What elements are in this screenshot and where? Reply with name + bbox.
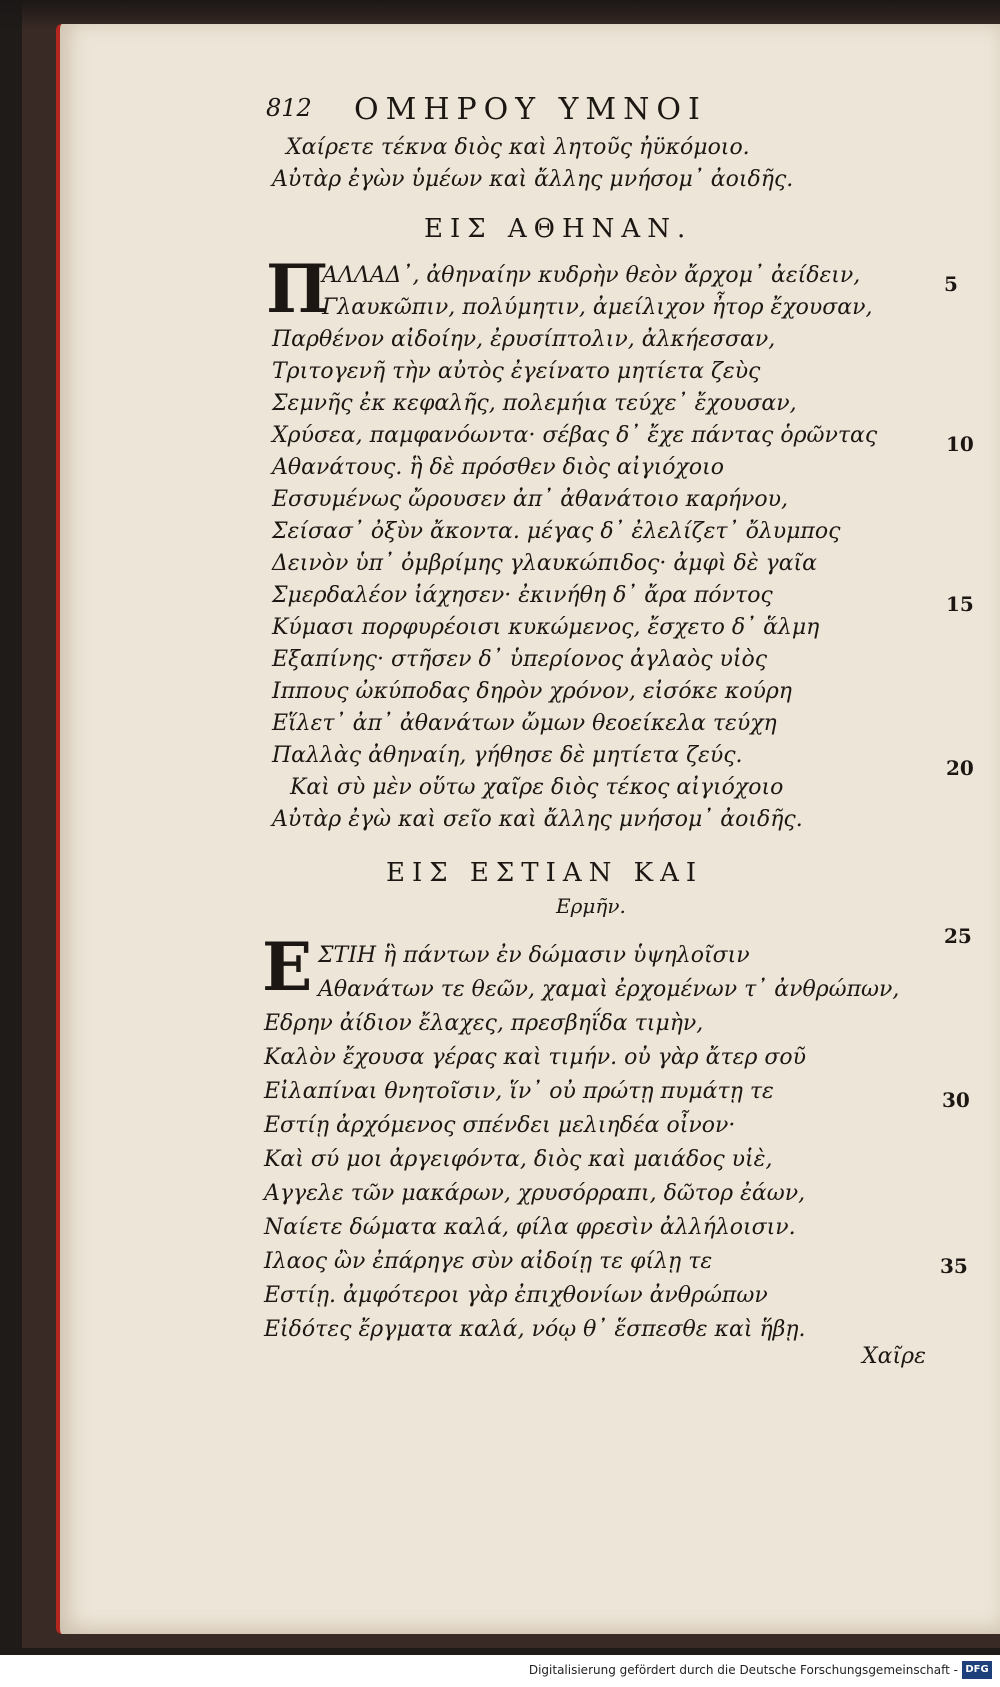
verse-line: Αθανάτους. ἣ δὲ πρόσθεν διὸς αἰγιόχοιο xyxy=(272,455,724,480)
verse-line: Καὶ σὺ μὲν οὕτω χαῖρε διὸς τέκος αἰγιόχοιο xyxy=(290,775,784,800)
verse-line: Ιλαος ὢν ἐπάρηγε σὺν αἰδοίῃ τε φίλῃ τε xyxy=(264,1249,713,1274)
verse-line: Παρθένον αἰδοίην, ἐρυσίπτολιν, ἀλκήεσσαν, xyxy=(272,327,776,352)
verse-line: Εἵλετ᾽ ἀπ᾽ ἀθανάτων ὤμων θεοείκελα τεύχη xyxy=(272,711,777,736)
verse-line: Αὐτὰρ ἐγὼ καὶ σεῖο καὶ ἄλλης μνήσομ᾽ ἀοιδῆς. xyxy=(272,807,803,832)
verse-line: Σεμνῆς ἐκ κεφαλῆς, πολεμήια τεύχε᾽ ἔχουσαν, xyxy=(272,391,797,416)
verse-line: Δεινὸν ὑπ᾽ ὀμβρίμης γλαυκώπιδος· ἀμφὶ δὲ γαῖα xyxy=(272,551,818,576)
verse-line: Αγγελε τῶν μακάρων, χρυσόρραπι, δῶτορ ἐάων, xyxy=(264,1181,806,1206)
footer-bar xyxy=(0,1655,1000,1687)
intro-line: Αὐτὰρ ἐγὼν ὑμέων καὶ ἄλλης μνήσομ᾽ ἀοιδῆς. xyxy=(272,167,794,192)
section-subtitle-hestia: Ερμῆν. xyxy=(556,894,626,918)
verse-line: Εξαπίνης· στῆσεν δ᾽ ὑπερίονος ἀγλαὸς υἱὸς xyxy=(272,647,768,672)
catchword: Χαῖρε xyxy=(862,1344,926,1369)
verse-line: Εσσυμένως ὤρουσεν ἀπ᾽ ἀθανάτοιο καρήνου, xyxy=(272,487,789,512)
margin-line-number: 25 xyxy=(944,924,972,948)
verse-line: ΣΤΙΗ ἣ πάντων ἐν δώμασιν ὑψηλοῖσιν xyxy=(318,943,750,968)
footer-credit: Digitalisierung gefördert durch die Deutsche Forschungsgemeinschaft - xyxy=(528,1663,958,1677)
section-title-hestia: ΕΙΣ ΕΣΤΙΑΝ ΚΑΙ xyxy=(386,858,704,888)
verse-line: Ιππους ὠκύποδας δηρὸν χρόνον, εἰσόκε κούρη xyxy=(272,679,792,704)
dfg-logo: DFG xyxy=(962,1661,992,1679)
margin-line-number: 35 xyxy=(940,1254,968,1278)
dropcap-athena: Π xyxy=(266,250,329,328)
verse-line: Εἰδότες ἔργματα καλά, νόῳ θ᾽ ἕσπεσθε καὶ ἥβῃ. xyxy=(264,1317,806,1342)
margin-line-number: 15 xyxy=(946,592,974,616)
verse-line: Σείσασ᾽ ὀξὺν ἄκοντα. μέγας δ᾽ ἐλελίζετ᾽ ὄλυμπος xyxy=(272,519,841,544)
verse-line: Τριτογενῆ τὴν αὐτὸς ἐγείνατο μητίετα ζεὺς xyxy=(272,359,761,384)
verse-line: Εἰλαπίναι θνητοῖσιν, ἵν᾽ οὐ πρώτῃ πυμάτῃ τε xyxy=(264,1079,774,1104)
verse-line: Γλαυκῶπιν, πολύμητιν, ἀμείλιχον ἦτορ ἔχουσαν, xyxy=(322,295,873,320)
verse-line: Καὶ σύ μοι ἀργειφόντα, διὸς καὶ μαιάδος υἱὲ, xyxy=(264,1147,773,1172)
margin-line-number: 30 xyxy=(942,1088,970,1112)
margin-line-number: 10 xyxy=(946,432,974,456)
verse-line: Παλλὰς ἀθηναίη, γήθησε δὲ μητίετα ζεύς. xyxy=(272,743,743,768)
verse-line: Κύμασι πορφυρέοισι κυκώμενος, ἔσχετο δ᾽ ἅλμη xyxy=(272,615,820,640)
verse-line: ΑΛΛΑΔ᾽, ἀθηναίην κυδρὴν θεὸν ἄρχομ᾽ ἀείδειν, xyxy=(322,263,861,288)
section-title-athena: ΕΙΣ ΑΘΗΝΑΝ. xyxy=(424,214,693,244)
verse-line: Σμερδαλέον ἰάχησεν· ἐκινήθη δ᾽ ἄρα πόντος xyxy=(272,583,773,608)
verse-line: Αθανάτων τε θεῶν, χαμαὶ ἐρχομένων τ᾽ ἀνθρώπων, xyxy=(318,977,900,1002)
page-header xyxy=(266,92,856,132)
margin-line-number: 5 xyxy=(944,272,958,296)
verse-line: Εδρην ἀίδιον ἔλαχες, πρεσβηΐδα τιμὴν, xyxy=(264,1011,704,1036)
running-title: ΟΜΗΡΟΥ ΥΜΝΟΙ xyxy=(354,92,707,127)
verse-line: Εστίῃ. ἀμφότεροι γὰρ ἐπιχθονίων ἀνθρώπων xyxy=(264,1283,768,1308)
page-number: 812 xyxy=(266,94,312,122)
verse-line: Ναίετε δώματα καλά, φίλα φρεσὶν ἀλλήλοισιν. xyxy=(264,1215,796,1240)
verse-line: Καλὸν ἔχουσα γέρας καὶ τιμήν. οὐ γὰρ ἄτερ σοῦ xyxy=(264,1045,807,1070)
margin-line-number: 20 xyxy=(946,756,974,780)
intro-line: Χαίρετε τέκνα διὸς καὶ λητοῦς ἠϋκόμοιο. xyxy=(286,135,750,160)
verse-line: Εστίῃ ἀρχόμενος σπένδει μελιηδέα οἶνον· xyxy=(264,1113,736,1138)
dropcap-hestia: Ε xyxy=(262,928,313,1006)
verse-line: Χρύσεα, παμφανόωντα· σέβας δ᾽ ἔχε πάντας ὁρῶντας xyxy=(272,423,878,448)
